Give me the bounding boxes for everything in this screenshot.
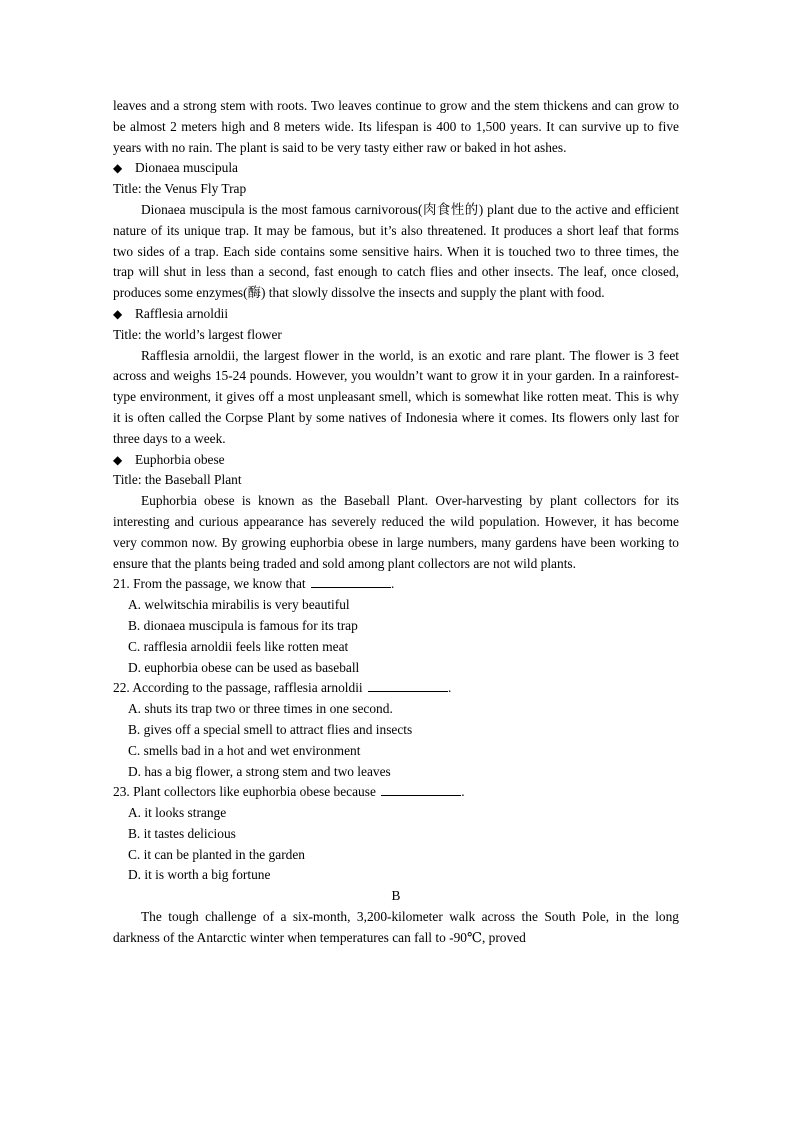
answer-blank — [381, 782, 461, 796]
plant-heading: ◆ Dionaea muscipula — [113, 158, 679, 179]
answer-option: D. it is worth a big fortune — [128, 867, 271, 883]
plant-title: Title: the world’s largest flower — [113, 326, 282, 342]
diamond-bullet-icon: ◆ — [113, 161, 123, 176]
question-stem: 22. According to the passage, rafflesia arnoldii . — [113, 680, 452, 696]
answer-option: A. welwitschia mirabilis is very beautiful — [128, 597, 350, 613]
plant-heading: ◆ Rafflesia arnoldii — [113, 304, 679, 325]
section-heading: B — [391, 888, 401, 904]
answer-option: B. dionaea muscipula is famous for its trap — [128, 617, 358, 633]
answer-option: C. smells bad in a hot and wet environment — [128, 742, 361, 758]
plant-heading: ◆ Euphorbia obese — [113, 450, 679, 471]
section-b-paragraph: The tough challenge of a six-month, 3,200-kilometer walk across the South Pole, in the long darkness of the Antarctic winter when temperatures can fall to -90℃, proved — [113, 909, 679, 945]
answer-option: D. euphorbia obese can be used as baseball — [128, 659, 360, 675]
plant-description: Rafflesia arnoldii, the largest flower in the world, is an exotic and rare plant. The flower is 3 feet across and weighs 15-24 pounds. However, you wouldn’t want to grow it in your garden. In a rainforest-type environment, it gives off a most unpleasant smell, which is somewhat like rotten meat. This is why it is often called the Corpse Plant by some natives of Indonesia where it comes. Its flowers only last for three days to a week. — [113, 347, 679, 446]
answer-option: A. it looks strange — [128, 805, 227, 821]
diamond-bullet-icon: ◆ — [113, 306, 123, 321]
plant-title: Title: the Venus Fly Trap — [113, 181, 247, 197]
plant-description: Dionaea muscipula is the most famous carnivorous(肉食性的) plant due to the active and efficient nature of its unique trap. It may be famous, but it’s also threatened. It produces a short leaf that forms two sides of a trap. Each side contains some sensitive hairs. When it is touched two to three times, the trap will shut in less than a second, fast enough to catch flies and other insects. The leaf, once closed, produces some enzymes(酶) that slowly dissolve the insects and supply the plant with food. — [113, 201, 679, 301]
answer-option: C. it can be planted in the garden — [128, 846, 305, 862]
answer-option: B. gives off a special smell to attract flies and insects — [128, 721, 413, 737]
answer-option: B. it tastes delicious — [128, 825, 236, 841]
plant-description: Euphorbia obese is known as the Baseball Plant. Over-harvesting by plant collectors for its interesting and curious appearance has severely reduced the wild population. However, it has become very common now. By growing euphorbia obese in large numbers, many gardens have been working to ensure that the plants being traded and sold among plant collectors are not wild plants. — [113, 493, 679, 571]
answer-option: A. shuts its trap two or three times in one second. — [128, 701, 393, 717]
document-page — [113, 96, 679, 949]
answer-blank — [368, 678, 448, 692]
question-stem: 21. From the passage, we know that . — [113, 576, 395, 592]
answer-option: D. has a big flower, a strong stem and two leaves — [128, 763, 391, 779]
plant-title: Title: the Baseball Plant — [113, 472, 242, 488]
question-stem: 23. Plant collectors like euphorbia obese because . — [113, 784, 465, 800]
diamond-bullet-icon: ◆ — [113, 452, 123, 467]
intro-paragraph: leaves and a strong stem with roots. Two leaves continue to grow and the stem thickens and can grow to be almost 2 meters high and 8 meters wide. Its lifespan is 400 to 1,500 years. It can survive up to five years with no rain. The plant is said to be very tasty either raw or baked in hot ashes. — [113, 98, 679, 155]
answer-option: C. rafflesia arnoldii feels like rotten meat — [128, 638, 349, 654]
answer-blank — [311, 574, 391, 588]
